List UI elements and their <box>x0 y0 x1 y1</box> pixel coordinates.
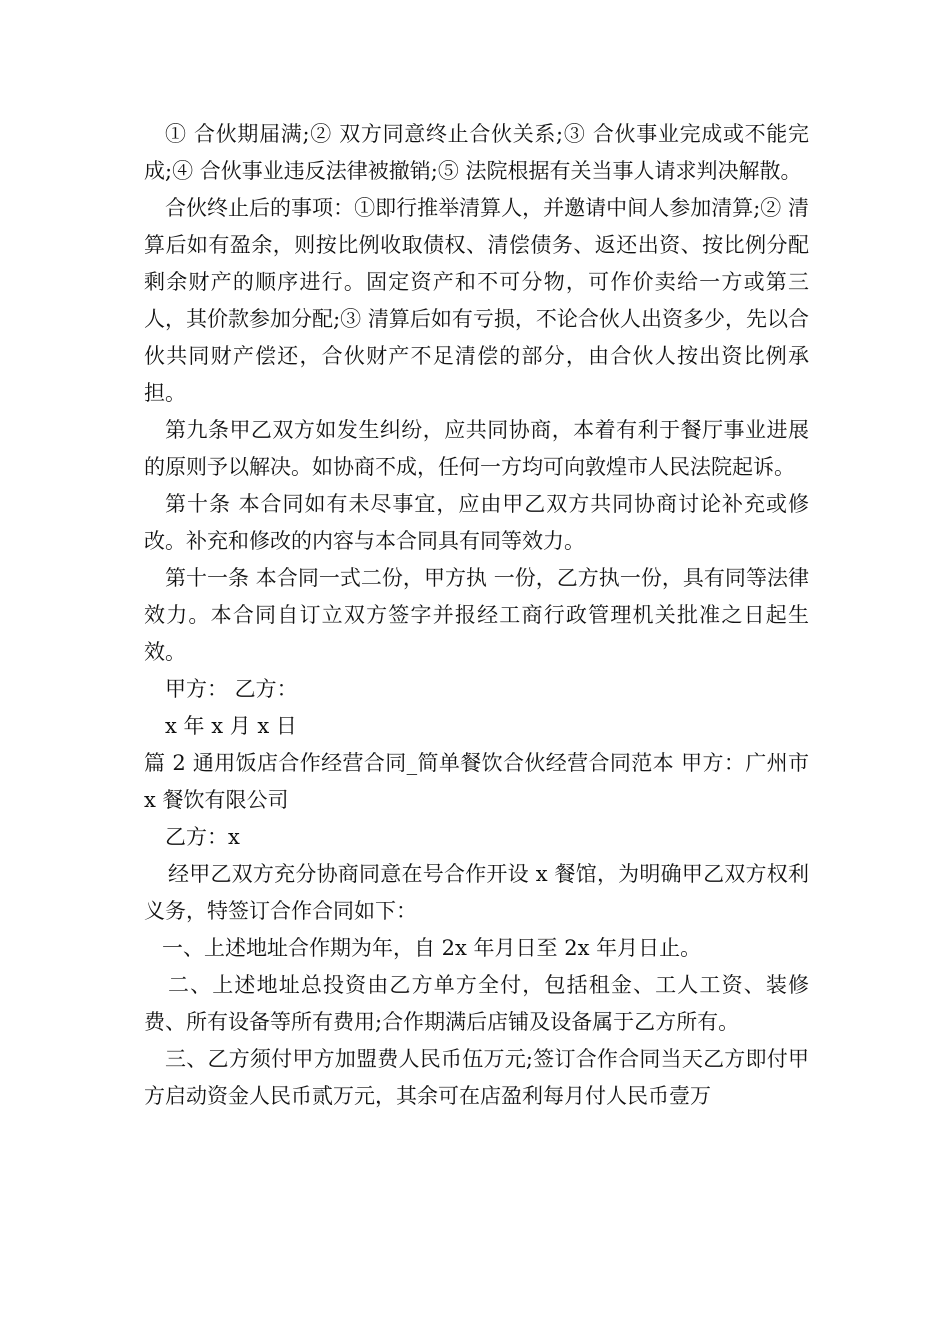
clause-2: 二、上述地址总投资由乙方单方全付，包括租金、工人工资、装修费、所有设备等所有费用;合作期满后店铺及设备属于乙方所有。 <box>144 973 809 1034</box>
paragraph-article-9: 第九条甲乙双方如发生纠纷，应共同协商，本着有利于餐厅事业进展的原则予以解决。如协商不成，任何一方均可向敦煌市人民法院起诉。 <box>144 418 809 479</box>
paragraph-dissolution-causes: ① 合伙期届满;② 双方同意终止合伙关系;③ 合伙事业完成或不能完成;④ 合伙事业违反法律被撤销;⑤ 法院根据有关当事人请求判决解散。 <box>144 122 809 183</box>
party-b-line: 乙方：x <box>165 825 240 849</box>
signature-date: x 年 x 月 x 日 <box>165 714 297 738</box>
paragraph-post-termination: 合伙终止后的事项：①即行推举清算人，并邀请中间人参加清算;② 清算后如有盈余，则按比例收取债权、清偿债务、返还出资、按比例分配剩余财产的顺序进行。固定资产和不可分物，可作价卖给一方或第三人，其价款参加分配;③ 清算后如有亏损，不论合伙人出资多少，先以合伙共同财产偿还，合伙财产不足清偿的部分，由合伙人按出资比例承担。 <box>144 196 809 405</box>
section-heading-contract-2: 篇 2 通用饭店合作经营合同_简单餐饮合伙经营合同范本 甲方：广州市 x 餐饮有限公司 <box>144 751 809 812</box>
clause-3: 三、乙方须付甲方加盟费人民币伍万元;签订合作合同当天乙方即付甲方启动资金人民币贰万元，其余可在店盈利每月付人民币壹万 <box>144 1047 809 1108</box>
paragraph-intro: 经甲乙双方充分协商同意在号合作开设 x 餐馆，为明确甲乙双方权利义务，特签订合作合同如下： <box>144 862 809 923</box>
signature-parties: 甲方： 乙方： <box>165 677 298 701</box>
paragraph-article-10: 第十条 本合同如有未尽事宜，应由甲乙双方共同协商讨论补充或修改。补充和修改的内容与本合同具有同等效力。 <box>144 492 809 553</box>
clause-1: 一、上述地址合作期为年，自 2x 年月日至 2x 年月日止。 <box>162 936 702 960</box>
paragraph-article-11: 第十一条 本合同一式二份，甲方执 一份，乙方执一份，具有同等法律效力。本合同自订立双方签字并报经工商行政管理机关批准之日起生效。 <box>144 566 809 664</box>
document-page <box>144 116 809 1115</box>
